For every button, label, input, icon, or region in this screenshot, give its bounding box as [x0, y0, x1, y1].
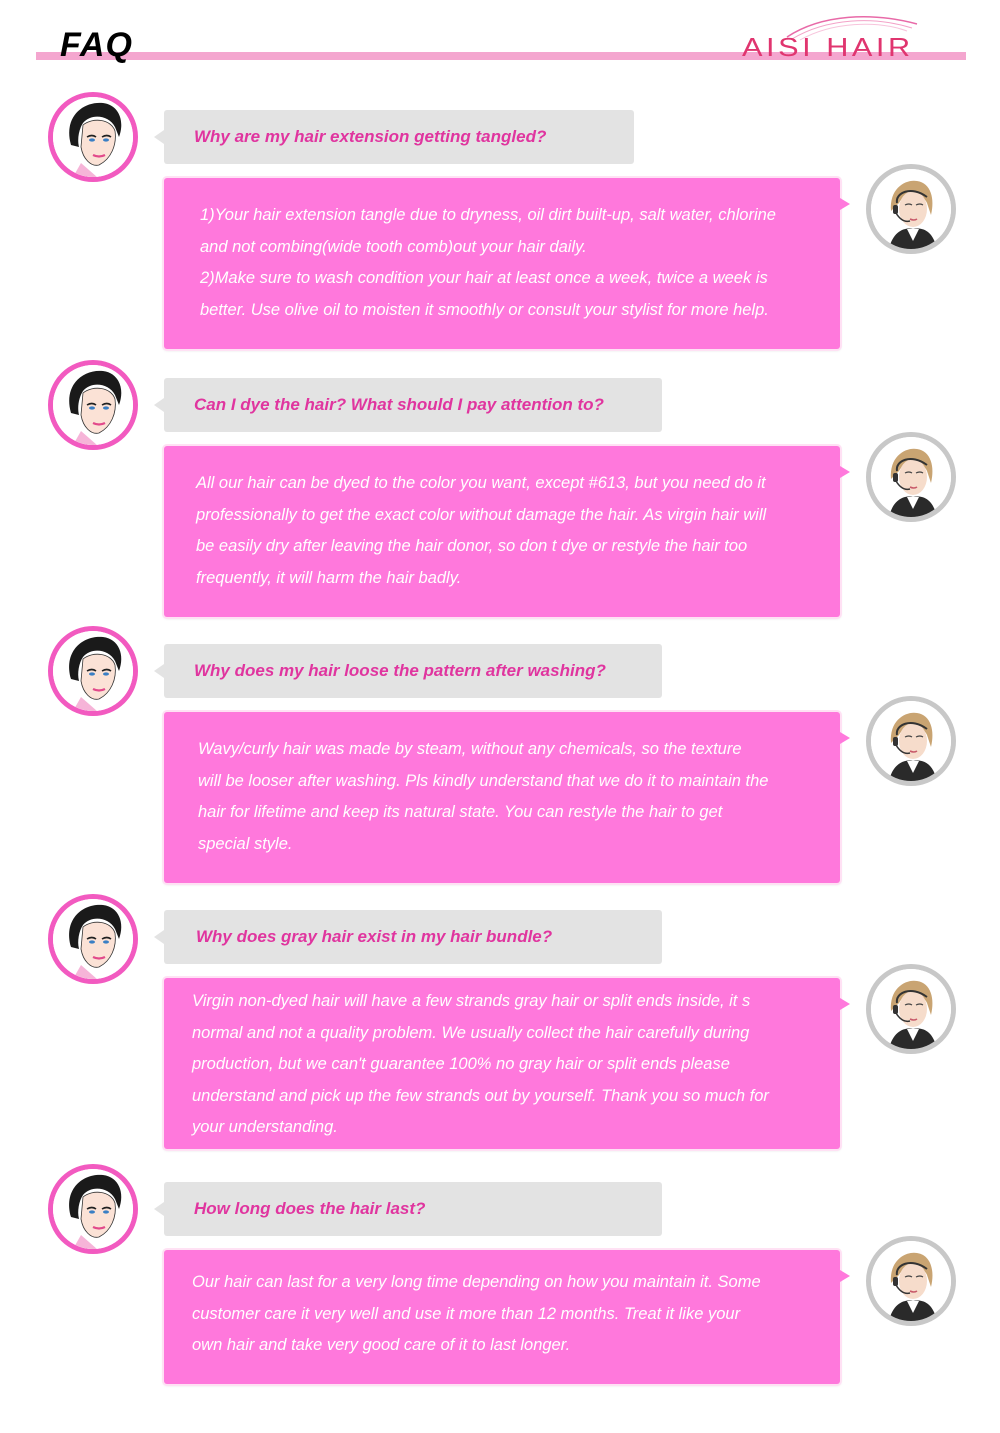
answer-line: be easily dry after leaving the hair donor, so don t dye or restyle the hair too	[196, 537, 748, 555]
question-bubble	[164, 910, 662, 964]
answer-bubble	[164, 712, 840, 883]
customer-avatar-icon	[48, 626, 138, 716]
answer-line: professionally to get the exact color without damage the hair. As virgin hair will	[196, 505, 767, 524]
customer-avatar-icon	[48, 1164, 138, 1254]
answer-bubble	[164, 446, 840, 617]
answer-line: and not combing(wide tooth comb)out your hair daily.	[200, 237, 587, 256]
answer-line: own hair and take very good care of it to last longer.	[192, 1336, 571, 1354]
page-title: FAQ	[60, 26, 133, 64]
answer-line: better. Use olive oil to moisten it smoothly or consult your stylist for more help.	[200, 300, 769, 319]
answer-line: All our hair can be dyed to the color you want, except #613, but you need do it	[196, 474, 766, 492]
answer-text	[198, 734, 820, 860]
answer-line: understand and pick up the few strands out by yourself. Thank you so much for	[192, 1086, 769, 1105]
answer-text	[196, 468, 820, 594]
answer-text	[192, 1267, 820, 1362]
question-text: How long does the hair last?	[194, 1199, 426, 1218]
answer-bubble	[164, 178, 840, 349]
answer-line: customer care it very well and use it more than 12 months. Treat it like your	[192, 1304, 741, 1323]
agent-avatar-icon	[866, 1236, 956, 1326]
answer-line: 2)Make sure to wash condition your hair at least once a week, twice a week is	[200, 269, 768, 287]
customer-avatar-icon	[48, 360, 138, 450]
answer-line: special style.	[198, 834, 293, 853]
answer-bubble	[164, 978, 840, 1149]
logo-text: AISI HAIR	[742, 32, 914, 62]
answer-line: hair for lifetime and keep its natural state. You can restyle the hair to get	[198, 803, 723, 821]
answer-line: Our hair can last for a very long time depending on how you maintain it. Some	[192, 1273, 761, 1291]
customer-avatar-icon	[48, 92, 138, 182]
answer-line: 1)Your hair extension tangle due to dryness, oil dirt built-up, salt water, chlorine	[200, 206, 776, 224]
question-text: Why are my hair extension getting tangled?	[194, 127, 547, 146]
answer-line: production, but we can't guarantee 100% no gray hair or split ends please	[192, 1055, 730, 1073]
agent-avatar-icon	[866, 164, 956, 254]
agent-avatar-icon	[866, 432, 956, 522]
answer-line: your understanding.	[192, 1118, 338, 1136]
answer-line: normal and not a quality problem. We usually collect the hair carefully during	[192, 1023, 750, 1042]
brand-logo	[742, 30, 957, 64]
agent-avatar-icon	[866, 964, 956, 1054]
answer-line: will be looser after washing. Pls kindly understand that we do it to maintain the	[198, 771, 769, 790]
question-bubble	[164, 644, 662, 698]
answer-bubble	[164, 1250, 840, 1384]
answer-line: Virgin non-dyed hair will have a few strands gray hair or split ends inside, it s	[192, 992, 751, 1010]
answer-text	[200, 200, 820, 326]
question-text: Why does gray hair exist in my hair bundle?	[196, 927, 553, 946]
customer-avatar-icon	[48, 894, 138, 984]
question-bubble	[164, 110, 634, 164]
question-bubble	[164, 378, 662, 432]
answer-line: frequently, it will harm the hair badly.	[196, 568, 462, 587]
agent-avatar-icon	[866, 696, 956, 786]
question-text: Can I dye the hair? What should I pay attention to?	[194, 395, 604, 414]
question-text: Why does my hair loose the pattern after washing?	[194, 661, 606, 680]
answer-text	[192, 986, 820, 1144]
question-bubble	[164, 1182, 662, 1236]
answer-line: Wavy/curly hair was made by steam, without any chemicals, so the texture	[198, 740, 742, 758]
